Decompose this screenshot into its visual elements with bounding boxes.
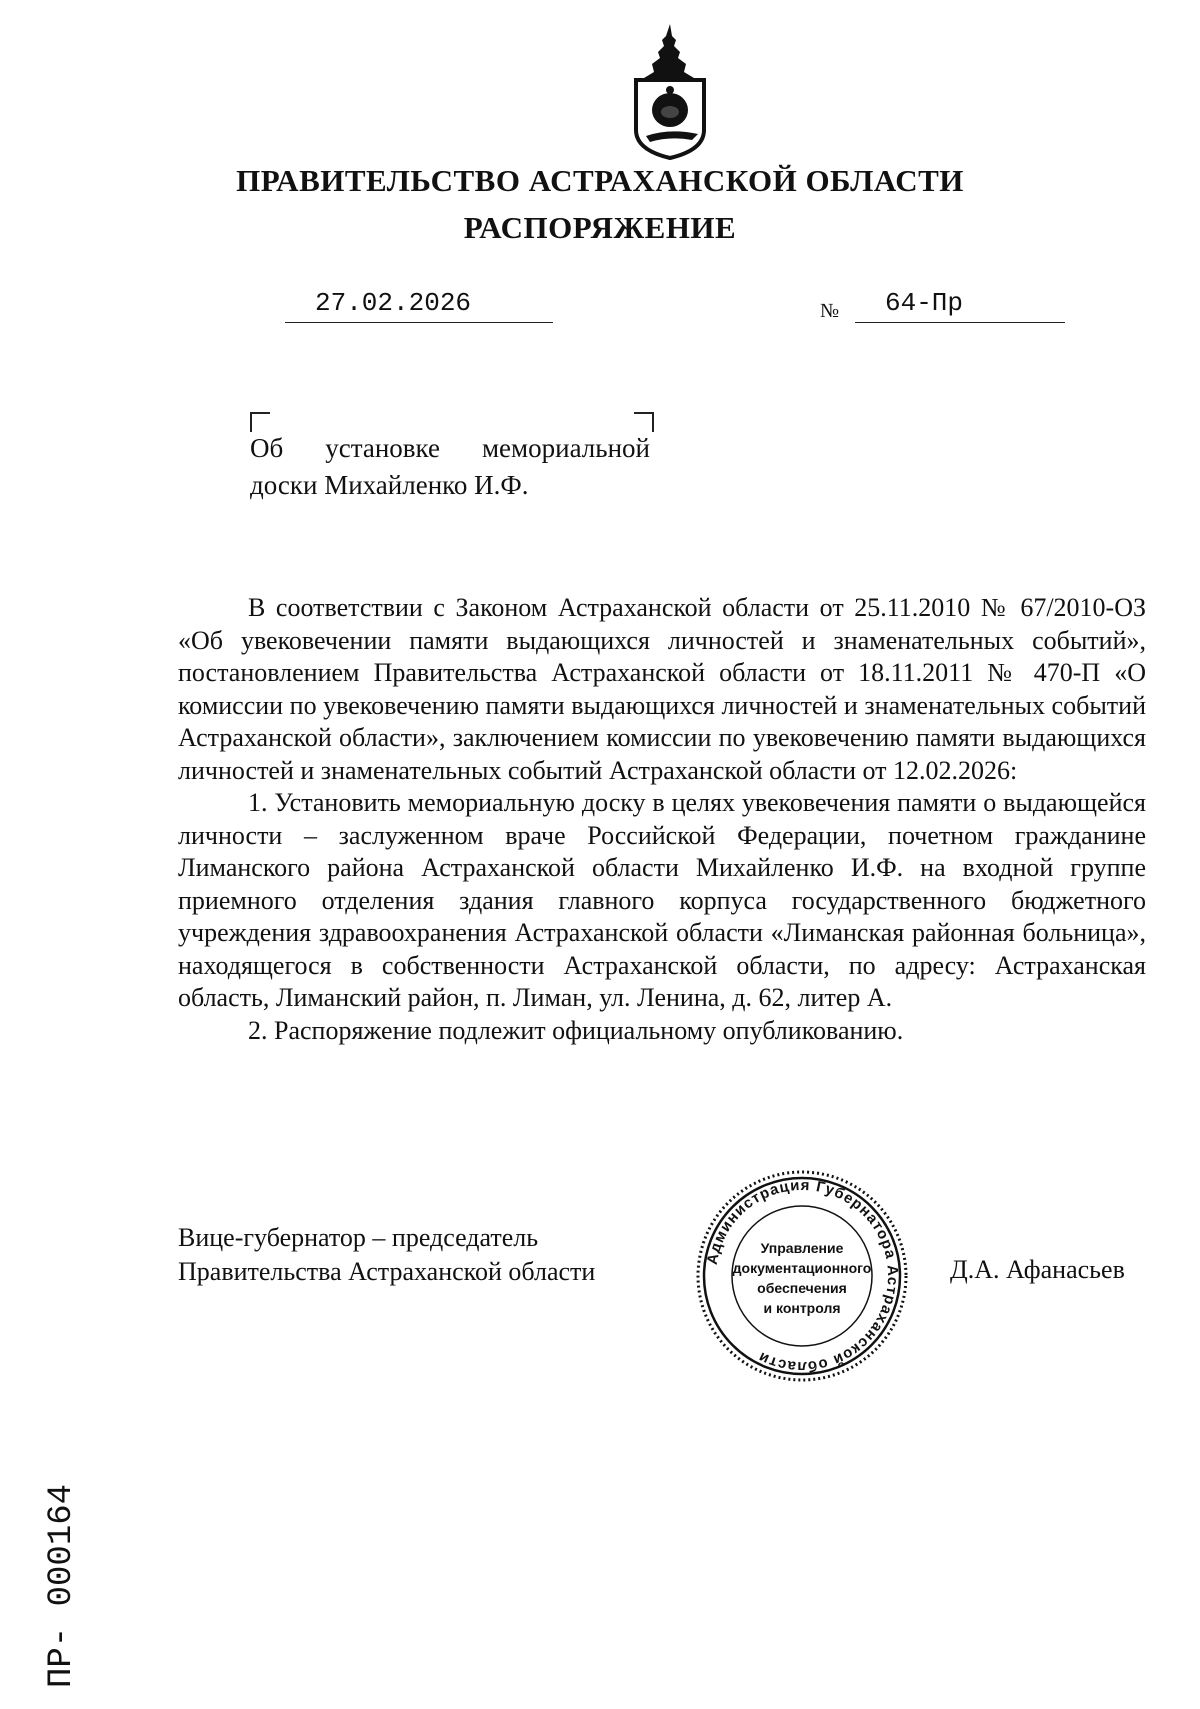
document-date: 27.02.2026: [315, 288, 472, 318]
stamp-inner-line-2: документационного: [732, 1260, 872, 1276]
registration-number: [30, 1450, 86, 1690]
signatory-position-line-2: Правительства Астраханской области: [178, 1257, 596, 1286]
stamp-outer-text: Администрация Губернатора Астраханской области: [703, 1176, 902, 1376]
document-body: [178, 592, 1146, 1047]
date-field: [285, 290, 553, 323]
subject-corner-right: [634, 412, 654, 432]
stamp-inner-line-1: Управление: [760, 1240, 844, 1256]
subject-line-2: доски Михайленко И.Ф.: [250, 470, 529, 500]
number-label: №: [820, 300, 840, 322]
signatory-position-line-1: Вице-губернатор – председатель: [178, 1223, 539, 1252]
document-subject: [250, 430, 650, 504]
subject-corner-left: [250, 412, 270, 432]
stamp-inner-line-4: и контроля: [763, 1300, 841, 1316]
organization-title: ПРАВИТЕЛЬСТВО АСТРАХАНСКОЙ ОБЛАСТИ: [236, 163, 964, 198]
signatory-position: [178, 1221, 595, 1289]
body-item-1: 1. Установить мемориальную доску в целях увековечения памяти о выдающейся личности – заслуженном враче Российской Федерации, почетном гражданине Лиманского района Астраханской области Михайленко И.Ф. на входной группе приемного отделения здания главного корпуса государственного бюджетного учреждения здравоохранения Астраханской области «Лиманская районная больница», находящегося в собственности Астраханской области, по адресу: Астраханская область, Лиманский район, п. Лиман, ул. Ленина, д. 62, литер А.: [178, 788, 1146, 1012]
number-field: [855, 290, 1065, 323]
coat-of-arms-emblem: [622, 22, 718, 162]
signatory-name: Д.А. Афанасьев: [950, 1255, 1125, 1284]
subject-line-1: Об установке мемориальной: [250, 433, 650, 463]
body-item-2: 2. Распоряжение подлежит официальному опубликованию.: [248, 1015, 904, 1045]
stamp-inner-line-3: обеспечения: [757, 1280, 847, 1296]
body-preamble: В соответствии с Законом Астраханской области от 25.11.2010 № 67/2010-ОЗ «Об увековечении памяти выдающихся личностей и знаменательных событий», постановлением Правительства Астраханской области от 18.11.2011 № 470-П «О комиссии по увековечению памяти выдающихся личностей и знаменательных событий Астраханской области», заключением комиссии по увековечению памяти выдающихся личностей и знаменательных событий Астраханской области от 12.02.2026:: [178, 593, 1146, 785]
document-number: 64-Пр: [885, 288, 964, 318]
registration-number-text: ПР- 000164: [43, 1483, 81, 1688]
official-stamp: [693, 1167, 911, 1385]
document-type-title: РАСПОРЯЖЕНИЕ: [463, 210, 737, 245]
